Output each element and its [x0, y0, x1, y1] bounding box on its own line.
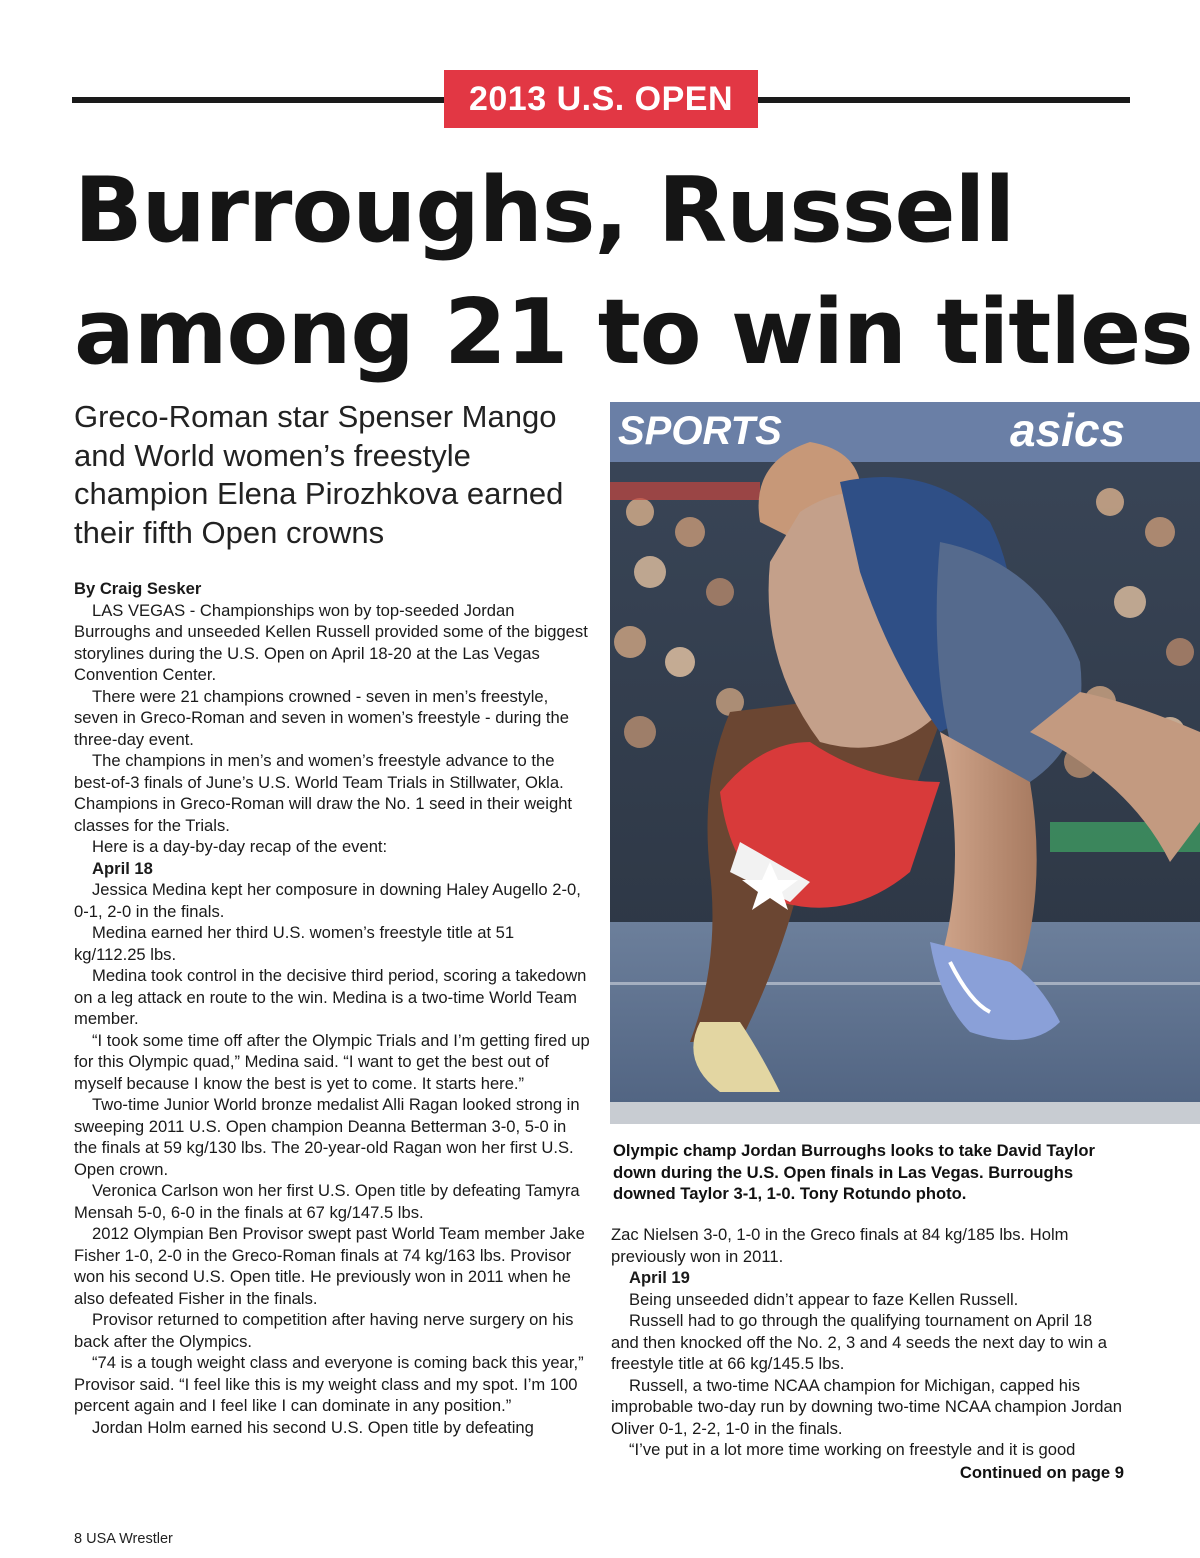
paragraph: Jessica Medina kept her composure in downing Haley Augello 2-0, 0-1, 2-0 in the finals.	[74, 880, 581, 921]
headline-line-2: among 21 to win titles	[74, 280, 1193, 385]
article-right-column	[611, 1224, 1123, 1461]
header-rule-left	[72, 97, 444, 103]
paragraph: “74 is a tough weight class and everyone is coming back this year,” Provisor said. “I feel like this is my weight class and my spot. I’m 100 percent again and I feel like I can dominate in any position.”	[74, 1353, 584, 1415]
page-folio: 8 USA Wrestler	[74, 1531, 173, 1547]
wrestling-photo	[610, 402, 1200, 1124]
paragraph: Veronica Carlson won her first U.S. Open title by defeating Tamyra Mensah 5-0, 6-0 in the finals at 67 kg/147.5 lbs.	[74, 1181, 580, 1222]
banner-sports-text: SPORTS	[618, 409, 782, 453]
paragraph: Two-time Junior World bronze medalist Alli Ragan looked strong in sweeping 2011 U.S. Open champion Deanna Betterman 3-0, 5-0 in the finals at 59 kg/130 lbs. The 20-year-old Ragan won her first U.S. Open crown.	[74, 1095, 580, 1179]
byline: By Craig Sesker	[74, 579, 202, 598]
headline-line-1: Burroughs, Russell	[74, 158, 1015, 263]
article-left-column	[74, 578, 590, 1438]
day-heading: April 18	[92, 858, 153, 878]
paragraph: 2012 Olympian Ben Provisor swept past World Team member Jake Fisher 1-0, 2-0 in the Greco-Roman finals at 74 kg/163 lbs. Provisor won his second U.S. Open title. He previously won in 2011 when he also defeated Fisher in the finals.	[74, 1224, 585, 1308]
banner-asics-text: asics	[1010, 404, 1126, 456]
paragraph: Medina earned her third U.S. women’s freestyle title at 51 kg/112.25 lbs.	[74, 923, 515, 964]
deck: Greco-Roman star Spenser Mango and World women’s freestyle champion Elena Pirozhkova earned their fifth Open crowns	[74, 399, 564, 550]
paragraph: Jordan Holm earned his second U.S. Open title by defeating	[92, 1417, 534, 1437]
continued-note: Continued on page 9	[959, 1463, 1124, 1482]
left-paragraphs	[74, 600, 590, 1439]
paragraph: Being unseeded didn’t appear to faze Kellen Russell.	[629, 1289, 1019, 1309]
paragraph-continued: Zac Nielsen 3-0, 1-0 in the Greco finals at 84 kg/185 lbs. Holm previously won in 2011.	[611, 1225, 1069, 1266]
article-photo	[610, 402, 1200, 1124]
paragraph: The champions in men’s and women’s freestyle advance to the best-of-3 finals of June’s U.S. World Team Trials in Stillwater, Okla. Champions in Greco-Roman will draw the No. 1 seed in their weight classes for the Trials.	[74, 751, 573, 835]
paragraph: Russell, a two-time NCAA champion for Michigan, capped his improbable two-day run by downing two-time NCAA champion Jordan Oliver 0-1, 2-2, 1-0 in the finals.	[611, 1375, 1122, 1438]
paragraph: LAS VEGAS - Championships won by top-seeded Jordan Burroughs and unseeded Kellen Russell provided some of the biggest storylines during the U.S. Open on April 18-20 at the Las Vegas Convention Center.	[74, 600, 588, 684]
paragraph: Provisor returned to competition after having nerve surgery on his back after the Olympics.	[74, 1310, 574, 1351]
paragraph: “I’ve put in a lot more time working on freestyle and it is good	[629, 1440, 1076, 1459]
paragraph: Russell had to go through the qualifying tournament on April 18 and then knocked off the No. 2, 3 and 4 seeds the next day to win a freestyle title at 66 kg/145.5 lbs.	[611, 1311, 1108, 1373]
photo-caption: Olympic champ Jordan Burroughs looks to take David Taylor down during the U.S. Open finals in Las Vegas. Burroughs downed Taylor 3-1, 1-0. Tony Rotundo photo.	[613, 1141, 1095, 1203]
right-paragraphs	[611, 1224, 1123, 1461]
paragraph: Medina took control in the decisive third period, scoring a takedown on a leg attack en route to the win. Medina is a two-time World Team member.	[74, 966, 587, 1028]
paragraph: There were 21 champions crowned - seven in men’s freestyle, seven in Greco-Roman and seven in women’s freestyle - during the three-day event.	[74, 686, 569, 749]
header-rule-right	[758, 97, 1130, 103]
day-heading: April 19	[629, 1268, 690, 1287]
paragraph: Here is a day-by-day recap of the event:	[92, 837, 388, 856]
headline	[74, 150, 1193, 394]
paragraph: “I took some time off after the Olympic Trials and I’m getting fired up for this Olympic quad,” Medina said. “I want to get the best out of myself because I know the best is yet to come. It starts here.”	[74, 1030, 590, 1093]
section-tag: 2013 U.S. OPEN	[444, 70, 758, 128]
